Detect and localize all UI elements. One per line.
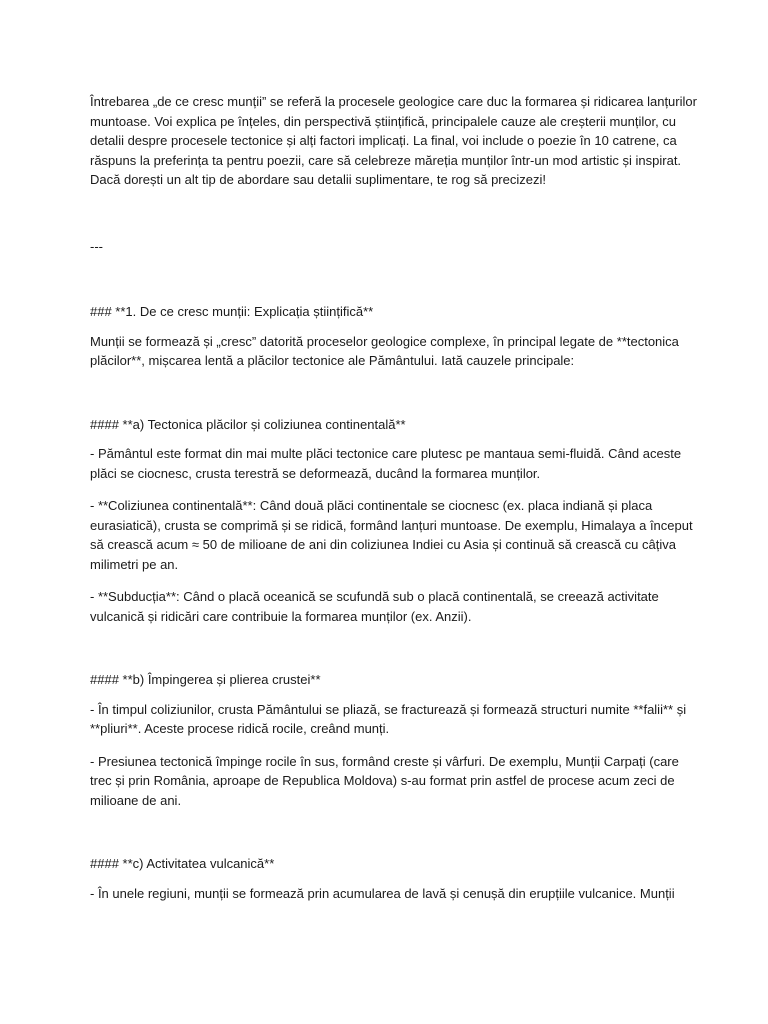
document-body [90, 92, 702, 916]
subsection-c-heading: #### **c) Activitatea vulcanică** [90, 856, 275, 871]
subsection-b-item-1: - În timpul coliziunilor, crusta Pământului se pliază, se fracturează și formează structuri numite **falii** și **pliuri**. Aceste procese ridică rocile, creând munți. [90, 701, 687, 736]
subsection-a-item-1: - Pământul este format din mai multe plăci tectonice care plutesc pe mantaua semi-fluidă. Când aceste plăci se ciocnesc, crusta terestră se deformează, ducând la formarea munților. [90, 446, 682, 481]
section-1-intro-paragraph: Munții se formează și „cresc” datorită proceselor geologice complexe, în principal legate de **tectonica plăcilor**, mișcarea lentă a plăcilor tectonice ale Pământului. Iată cauzele principale: [90, 333, 679, 368]
subsection-a-item-3: - **Subducția**: Când o placă oceanică se scufundă sub o placă continentală, se creează activitate vulcanică și ridicări care contribuie la formarea munților (ex. Anzii). [90, 589, 659, 624]
subsection-b-heading: #### **b) Împingerea și plierea crustei** [90, 672, 321, 687]
separator-line: --- [90, 238, 103, 254]
subsection-a-heading: #### **a) Tectonica plăcilor și coliziunea continentală** [90, 416, 406, 432]
subsection-c-item-1: - În unele regiuni, munții se formează prin acumularea de lavă și cenușă din erupțiile vulcanice. Munții [90, 885, 675, 901]
subsection-a-item-2: - **Coliziunea continentală**: Când două plăci continentale se ciocnesc (ex. placa indiană și placa eurasiatică), crusta se comprimă și se ridică, formând lanțuri muntoase. De exemplu, Himalaya a început să crească acum ≈ 50 de milioane de ani din coliziunea Indiei cu Asia și continuă să crească cu câțiva milimetri pe an. [90, 498, 693, 572]
section-1-heading: ### **1. De ce cresc munții: Explicația științifică** [90, 304, 374, 319]
subsection-b-item-2: - Presiunea tectonică împinge rocile în sus, formând creste și vârfuri. De exemplu, Munții Carpați (care trec și prin România, aproape de Republica Moldova) s-au format prin astfel de procese acum zeci de milioane de ani. [90, 753, 679, 808]
intro-paragraph: Întrebarea „de ce cresc munții” se referă la procesele geologice care duc la formarea și ridicarea lanțurilor muntoase. Voi explica pe înțeles, din perspectivă științifică, principalele cauze ale creșterii munților, cu detalii despre procesele tectonice și alți factori implicați. La final, voi include o poezie în 10 catrene, ca răspuns la preferința ta pentru poezii, care să celebreze măreția munților într-un mod artistic și inspirat. Dacă dorești un alt tip de abordare sau detalii suplimentare, te rog să precizezi! [90, 94, 697, 187]
